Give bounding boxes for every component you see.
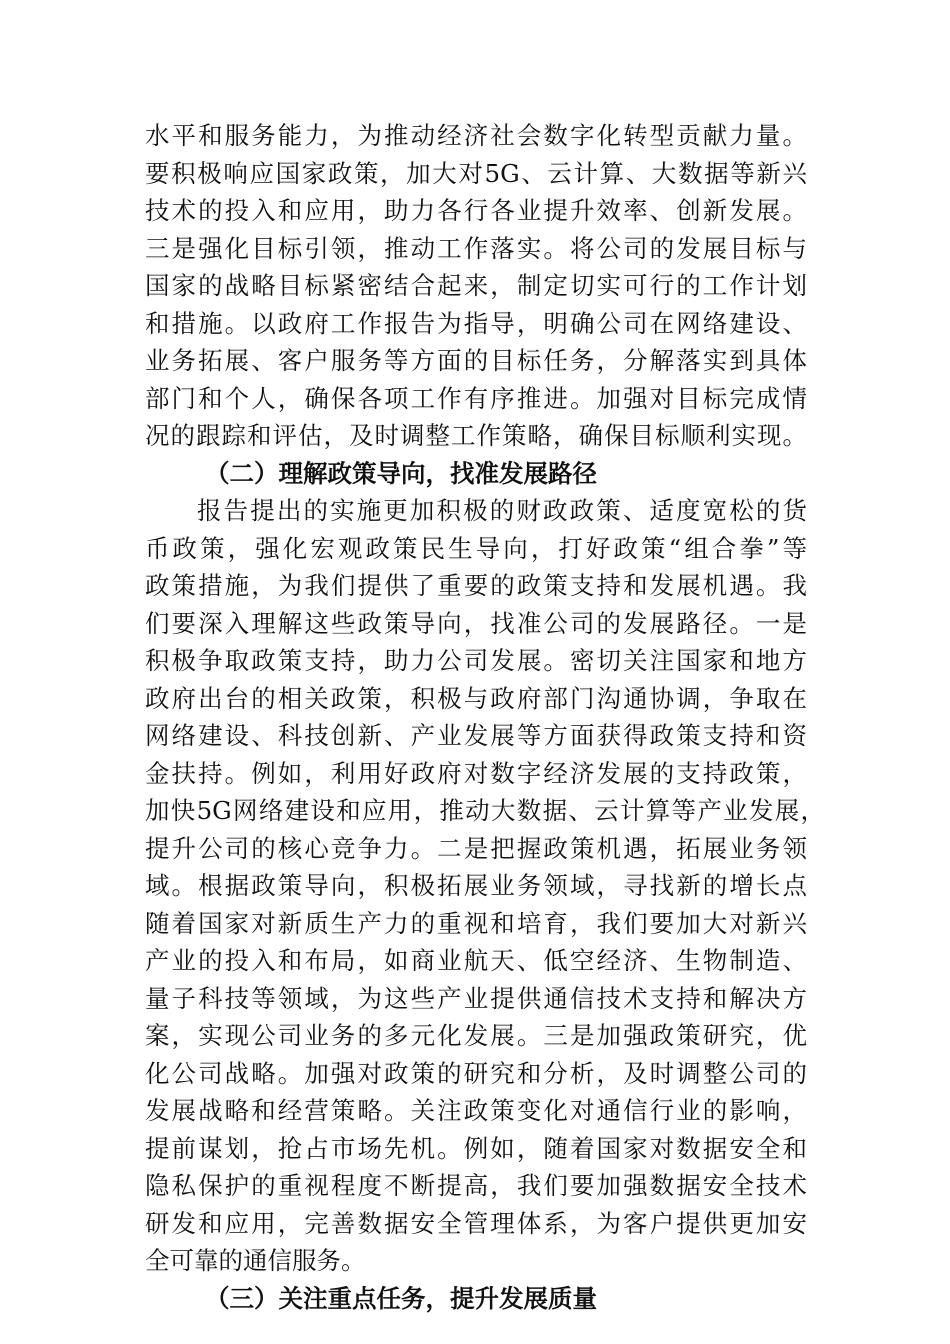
text-line: 化公司战略。加强对政策的研究和分析，及时调整公司的 [145, 1058, 807, 1088]
text-line: 国家的战略目标紧密结合起来，制定切实可行的工作计划 [145, 271, 807, 300]
text-line: 案，实现公司业务的多元化发展。三是加强政策研究，优 [145, 1021, 807, 1050]
text-line: 币政策，强化宏观政策民生导向，打好政策“组合拳”等 [145, 533, 807, 563]
text-line: 随着国家对新质生产力的重视和培育，我们要加大对新兴 [145, 908, 807, 938]
text-line: 积极争取政策支持，助力公司发展。密切关注国家和地方 [145, 646, 807, 675]
text-line: 发展战略和经营策略。关注政策变化对通信行业的影响， [145, 1096, 807, 1125]
text-line: 和措施。以政府工作报告为指导，明确公司在网络建设、 [145, 308, 807, 338]
text-line: 们要深入理解这些政策导向，找准公司的发展路径。一是 [145, 608, 807, 638]
document-page [145, 117, 825, 1317]
section-heading: （三）关注重点任务，提升发展质量 [205, 1283, 597, 1313]
text-line: 量子科技等领域，为这些产业提供通信技术支持和解决方 [145, 983, 807, 1013]
text-line: 产业的投入和布局，如商业航天、低空经济、生物制造、 [145, 946, 807, 975]
text-line: 政府出台的相关政策，积极与政府部门沟通协调，争取在 [145, 683, 807, 713]
text-line: 三是强化目标引领，推动工作落实。将公司的发展目标与 [145, 233, 807, 263]
text-line: 金扶持。例如，利用好政府对数字经济发展的支持政策， [145, 758, 807, 788]
text-line: 全可靠的通信服务。 [145, 1246, 366, 1275]
text-line: 隐私保护的重视程度不断提高，我们要加强数据安全技术 [145, 1171, 807, 1200]
section-heading: （二）理解政策导向，找准发展路径 [205, 458, 597, 488]
text-line: 报告提出的实施更加积极的财政政策、适度宽松的货 [197, 496, 807, 525]
text-line: 网络建设、科技创新、产业发展等方面获得政策支持和资 [145, 721, 807, 750]
text-line: 部门和个人，确保各项工作有序推进。加强对目标完成情 [145, 383, 807, 413]
text-line: 技术的投入和应用，助力各行各业提升效率、创新发展。 [145, 196, 807, 225]
text-line: 研发和应用，完善数据安全管理体系，为客户提供更加安 [145, 1208, 807, 1238]
text-line: 提升公司的核心竞争力。二是把握政策机遇，拓展业务领 [145, 833, 807, 863]
text-line: 水平和服务能力，为推动经济社会数字化转型贡献力量。 [145, 121, 807, 150]
text-line: 业务拓展、客户服务等方面的目标任务，分解落实到具体 [145, 346, 807, 375]
text-line: 加快5G网络建设和应用，推动大数据、云计算等产业发展， [145, 796, 825, 825]
text-line: 要积极响应国家政策，加大对5G、云计算、大数据等新兴 [145, 158, 807, 188]
text-line: 域。根据政策导向，积极拓展业务领域，寻找新的增长点 [145, 871, 807, 900]
text-line: 提前谋划，抢占市场先机。例如，随着国家对数据安全和 [145, 1133, 807, 1163]
text-line: 况的跟踪和评估，及时调整工作策略，确保目标顺利实现。 [145, 421, 807, 450]
text-line: 政策措施，为我们提供了重要的政策支持和发展机遇。我 [145, 571, 807, 600]
